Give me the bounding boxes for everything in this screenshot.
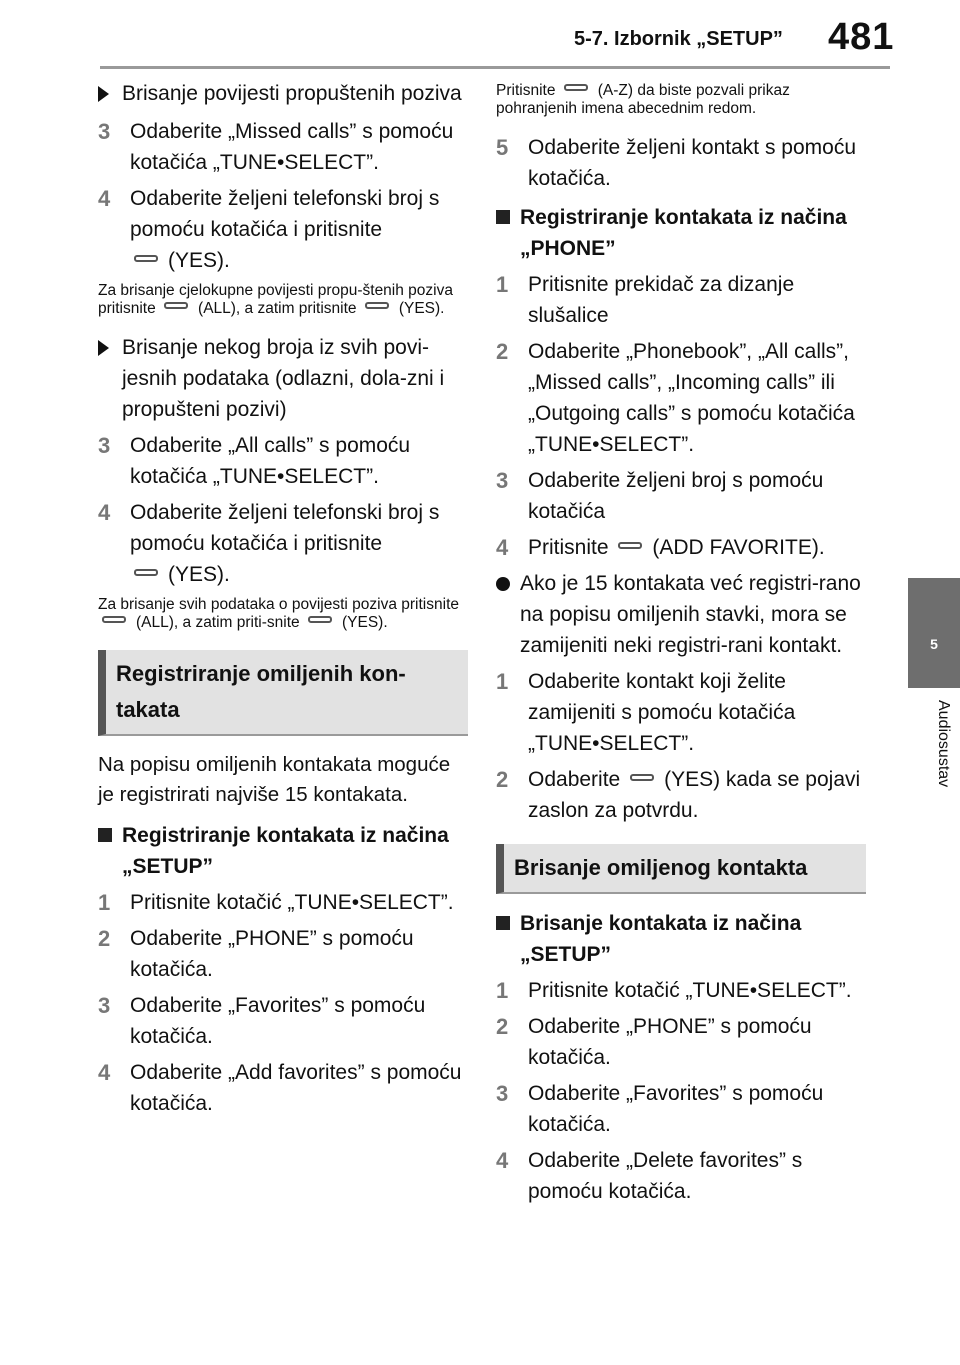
step-item — [496, 975, 866, 1006]
button-symbol-icon — [164, 302, 188, 309]
step-number: 4 — [98, 1060, 111, 1085]
step-item — [98, 430, 468, 492]
page-header — [0, 0, 960, 72]
step-number: 2 — [496, 767, 509, 792]
step-item — [496, 666, 866, 759]
note-text: Za brisanje cjelokupne povijesti propu-štenih poziva pritisnite (ALL), a zatim pritisnite (YES). — [98, 282, 453, 317]
square-bullet-icon — [98, 828, 112, 842]
step-number: 4 — [98, 186, 111, 211]
step-text: Odaberite „PHONE” s pomoću kotačića. — [130, 927, 414, 981]
chapter-number: 5 — [930, 636, 938, 652]
step-item — [496, 269, 866, 331]
step-item — [496, 336, 866, 460]
step-number: 3 — [98, 119, 111, 144]
step-number: 2 — [98, 926, 111, 951]
step-text: Odaberite „Favorites” s pomoću kotačića. — [130, 994, 426, 1048]
step-text: Pritisnite prekidač za dizanje slušalice — [528, 273, 795, 327]
step-text: Odaberite „Missed calls” s pomoću kotačića „TUNE•SELECT”. — [130, 120, 454, 174]
step-item — [496, 132, 866, 194]
section-heading: Brisanje omiljenog kontakta — [496, 844, 866, 894]
button-symbol-icon — [102, 616, 126, 623]
left-column — [98, 78, 468, 1124]
step-number: 3 — [98, 433, 111, 458]
step-text: Odaberite „Favorites” s pomoću kotačića. — [528, 1082, 824, 1136]
bullet-text: Ako je 15 kontakata već registri-rano na popisu omiljenih stavki, mora se zamijeniti neki registri-rani kontakt. — [520, 572, 861, 657]
button-symbol-icon — [365, 302, 389, 309]
arrow-bullet-icon — [98, 86, 109, 102]
step-number: 4 — [98, 500, 111, 525]
step-number: 4 — [496, 1148, 509, 1173]
square-bullet-icon — [496, 916, 510, 930]
chapter-label: Audiosustav — [935, 700, 952, 788]
note-text: Pritisnite (A-Z) da biste pozvali prikaz pohranjenih imena abecednim redom. — [496, 82, 790, 117]
step-item — [496, 465, 866, 527]
step-item — [496, 1145, 866, 1207]
step-text: Odaberite „Delete favorites” s pomoću kotačića. — [528, 1149, 803, 1203]
bullet-item — [98, 78, 468, 111]
button-symbol-icon — [618, 542, 642, 549]
step-number: 1 — [496, 669, 509, 694]
step-text: Odaberite „Add favorites” s pomoću kotačića. — [130, 1061, 462, 1115]
step-item — [98, 497, 468, 590]
button-symbol-icon — [134, 569, 158, 576]
button-symbol-icon — [564, 84, 588, 91]
step-text: Pritisnite (ADD FAVORITE). — [528, 536, 825, 559]
step-text: Odaberite „All calls” s pomoću kotačića „TUNE•SELECT”. — [130, 434, 411, 488]
step-item — [496, 1078, 866, 1140]
step-text: Odaberite (YES) kada se pojavi zaslon za potvrdu. — [528, 768, 861, 822]
dot-bullet-icon — [496, 577, 510, 591]
step-item — [98, 116, 468, 178]
subsection-title: Registriranje kontakata iz načina „PHONE” — [496, 202, 866, 264]
step-item — [496, 1011, 866, 1073]
step-text: Odaberite željeni broj s pomoću kotačića — [528, 469, 824, 523]
page-number: 481 — [828, 16, 895, 58]
step-item — [98, 990, 468, 1052]
step-text: Odaberite željeni kontakt s pomoću kotačića. — [528, 136, 857, 190]
step-text: Pritisnite kotačić „TUNE•SELECT”. — [130, 891, 454, 914]
step-text: Pritisnite kotačić „TUNE•SELECT”. — [528, 979, 852, 1002]
step-number: 3 — [496, 468, 509, 493]
header-divider — [100, 66, 890, 69]
step-item — [98, 887, 468, 918]
dot-bullet-item — [496, 568, 866, 661]
step-text: Odaberite željeni telefonski broj s pomoću kotačića i pritisnite (YES). — [130, 501, 440, 586]
step-text: Odaberite kontakt koji želite zamijeniti s pomoću kotačića „TUNE•SELECT”. — [528, 670, 796, 755]
step-text: Odaberite željeni telefonski broj s pomoću kotačića i pritisnite (YES). — [130, 187, 440, 272]
step-text: Odaberite „PHONE” s pomoću kotačića. — [528, 1015, 812, 1069]
step-number: 3 — [496, 1081, 509, 1106]
paragraph: Na popisu omiljenih kontakata moguće je registrirati najviše 15 kontakata. — [98, 753, 451, 806]
step-number: 1 — [496, 978, 509, 1003]
step-number: 1 — [496, 272, 509, 297]
section-heading: Registriranje omiljenih kon-takata — [98, 650, 468, 736]
button-symbol-icon — [134, 255, 158, 262]
step-item — [496, 764, 866, 826]
step-number: 2 — [496, 1014, 509, 1039]
step-number: 3 — [98, 993, 111, 1018]
step-item — [98, 923, 468, 985]
bullet-text: Brisanje povijesti propuštenih poziva — [122, 82, 462, 105]
step-text: Odaberite „Phonebook”, „All calls”, „Missed calls”, „Incoming calls” ili „Outgoing calls” s pomoću kotačića „TUNE•SELECT”. — [528, 340, 855, 456]
step-item — [98, 1057, 468, 1119]
right-column — [496, 78, 866, 1212]
step-number: 2 — [496, 339, 509, 364]
step-number: 4 — [496, 535, 509, 560]
step-number: 1 — [98, 890, 111, 915]
section-title: 5-7. Izbornik „SETUP” — [574, 28, 783, 50]
bullet-item — [98, 332, 468, 425]
note-text: Za brisanje svih podataka o povijesti poziva pritisnite (ALL), a zatim priti-snite (YES). — [98, 596, 459, 631]
button-symbol-icon — [630, 774, 654, 781]
subsection-title: Registriranje kontakata iz načina „SETUP” — [98, 820, 468, 882]
chapter-tab — [908, 578, 960, 688]
step-item — [496, 532, 866, 563]
arrow-bullet-icon — [98, 340, 109, 356]
bullet-text: Brisanje nekog broja iz svih povi-jesnih podataka (odlazni, dola-zni i propušteni pozivi) — [122, 336, 445, 421]
step-item — [98, 183, 468, 276]
step-number: 5 — [496, 135, 509, 160]
subsection-title: Brisanje kontakata iz načina „SETUP” — [496, 908, 866, 970]
button-symbol-icon — [308, 616, 332, 623]
square-bullet-icon — [496, 210, 510, 224]
